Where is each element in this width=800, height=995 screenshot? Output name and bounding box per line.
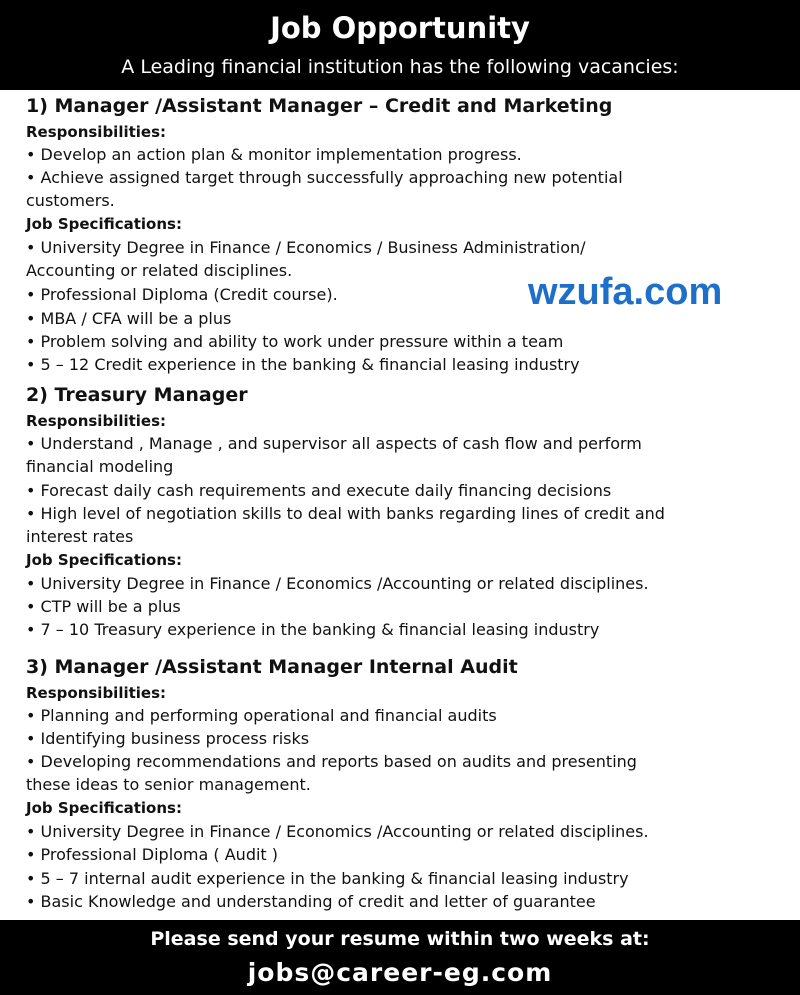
job-1-title: 1) Manager /Assistant Manager – Credit and Marketing xyxy=(26,95,613,117)
job-3-specifications-heading: Job Specifications: xyxy=(26,799,182,817)
watermark-logo: wzufa.com xyxy=(528,271,723,313)
job-1-specification-line: • Professional Diploma (Credit course). xyxy=(26,285,338,304)
job-3-specification-line: • Basic Knowledge and understanding of credit and letter of guarantee xyxy=(26,892,596,911)
job-1-responsibility-line: customers. xyxy=(26,191,115,210)
job-2-specifications-heading: Job Specifications: xyxy=(26,551,182,569)
job-2-title: 2) Treasury Manager xyxy=(26,384,248,406)
job-2-specification-line: • CTP will be a plus xyxy=(26,597,181,616)
footer-banner xyxy=(0,920,800,995)
job-1-specification-line: Accounting or related disciplines. xyxy=(26,261,293,280)
job-2-responsibility-line: financial modeling xyxy=(26,457,174,476)
job-1-specification-line: • Problem solving and ability to work under pressure within a team xyxy=(26,332,564,351)
job-1-specification-line: • 5 – 12 Credit experience in the banking & financial leasing industry xyxy=(26,355,580,374)
job-3-specification-line: • Professional Diploma ( Audit ) xyxy=(26,845,279,864)
job-2-specification-line: • University Degree in Finance / Economics /Accounting or related disciplines. xyxy=(26,574,649,593)
contact-email[interactable]: jobs@career-eg.com xyxy=(247,958,553,987)
job-3-responsibility-line: • Developing recommendations and reports based on audits and presenting xyxy=(26,752,637,771)
job-3-responsibility-line: • Identifying business process risks xyxy=(26,729,310,748)
job-3-title: 3) Manager /Assistant Manager Internal Audit xyxy=(26,656,518,678)
header-banner xyxy=(0,0,800,90)
job-1-specifications-heading: Job Specifications: xyxy=(26,215,182,233)
job-2-specification-line: • 7 – 10 Treasury experience in the banking & financial leasing industry xyxy=(26,620,600,639)
job-1-responsibility-line: • Achieve assigned target through successfully approaching new potential xyxy=(26,168,623,187)
job-1-specification-line: • University Degree in Finance / Economics / Business Administration/ xyxy=(26,238,586,257)
job-3-responsibility-line: • Planning and performing operational and financial audits xyxy=(26,706,497,725)
job-2-responsibility-line: • High level of negotiation skills to deal with banks regarding lines of credit and xyxy=(26,504,665,523)
job-2-responsibility-line: • Understand , Manage , and supervisor all aspects of cash flow and perform xyxy=(26,434,642,453)
job-3-specification-line: • University Degree in Finance / Economics /Accounting or related disciplines. xyxy=(26,822,649,841)
job-3-responsibility-line: these ideas to senior management. xyxy=(26,775,311,794)
page-subtitle: A Leading financial institution has the following vacancies: xyxy=(121,56,679,78)
job-1-responsibilities-heading: Responsibilities: xyxy=(26,123,167,141)
job-2-responsibility-line: • Forecast daily cash requirements and execute daily financing decisions xyxy=(26,481,612,500)
job-3-specification-line: • 5 – 7 internal audit experience in the banking & financial leasing industry xyxy=(26,869,629,888)
job-3-responsibilities-heading: Responsibilities: xyxy=(26,684,167,702)
job-1-responsibility-line: • Develop an action plan & monitor implementation progress. xyxy=(26,145,522,164)
job-2-responsibilities-heading: Responsibilities: xyxy=(26,412,167,430)
page-title: Job Opportunity xyxy=(270,11,530,45)
footer-instruction: Please send your resume within two weeks at: xyxy=(150,928,650,950)
job-2-responsibility-line: interest rates xyxy=(26,527,134,546)
job-1-specification-line: • MBA / CFA will be a plus xyxy=(26,309,232,328)
